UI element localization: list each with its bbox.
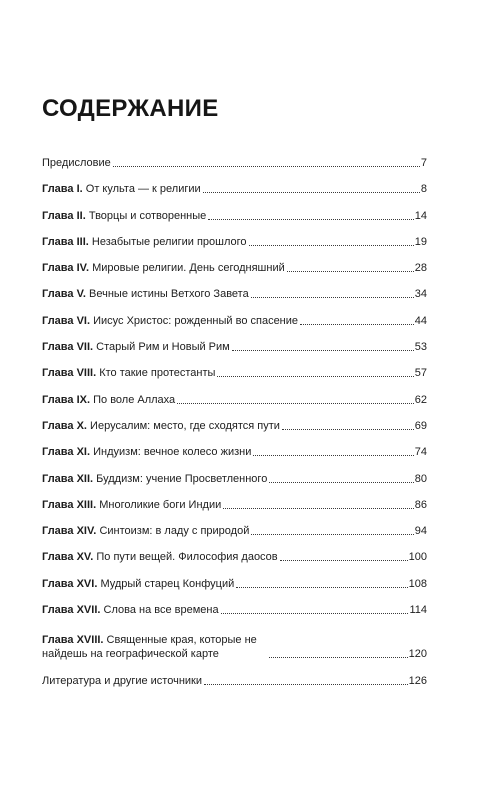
entry-title: [42, 603, 219, 617]
entry-title: [42, 498, 221, 512]
entry-title: [42, 261, 285, 275]
entry-title-text: Творцы и сотворенные: [88, 209, 207, 222]
entry-title-text: Незабытые религии прошлого: [91, 235, 247, 248]
page-number: 8: [420, 183, 427, 196]
dot-leader: [204, 684, 408, 685]
entry-title-text: Слова на все времена: [103, 604, 219, 617]
chapter-label: Глава XI.: [42, 446, 91, 459]
chapter-label: Глава VII.: [42, 341, 94, 354]
entry-title: [42, 524, 249, 538]
entry-title: [42, 314, 298, 328]
chapter-label: Глава I.: [42, 183, 83, 196]
dot-leader: [223, 508, 414, 509]
chapter-label: Глава XVII.: [42, 604, 101, 617]
dot-leader: [287, 271, 414, 272]
chapter-label: Глава XVIII.: [42, 634, 104, 647]
dot-leader: [280, 560, 408, 561]
toc-entry-references: [42, 666, 427, 688]
toc-entry-chapter-11: [42, 433, 427, 459]
entry-title: [42, 577, 234, 591]
page-number: 86: [414, 498, 427, 511]
entry-title: [42, 445, 251, 459]
dot-leader: [249, 245, 414, 246]
page-number: 94: [414, 525, 427, 538]
dot-leader: [217, 376, 413, 377]
entry-title: [42, 472, 267, 486]
toc-entry-chapter-6: [42, 302, 427, 328]
entry-title: [42, 182, 201, 196]
chapter-label: Глава XVI.: [42, 577, 98, 590]
toc-entry-chapter-17: [42, 591, 427, 617]
page-number: 74: [414, 446, 427, 459]
toc-entry-preface: [42, 144, 427, 170]
toc-entry-chapter-9: [42, 381, 427, 407]
page-number: 114: [409, 604, 427, 617]
page-number: 34: [414, 288, 427, 301]
dot-leader: [253, 455, 413, 456]
toc-entry-chapter-13: [42, 486, 427, 512]
dot-leader: [269, 657, 408, 658]
dot-leader: [208, 219, 413, 220]
toc-entry-chapter-3: [42, 223, 427, 249]
page-number: 44: [414, 314, 427, 327]
toc-entry-chapter-15: [42, 538, 427, 564]
chapter-label: Глава V.: [42, 288, 86, 301]
entry-title-text: Священные края, которые не найдешь на географической карте: [42, 634, 257, 661]
entry-title-text: Литература и другие источники: [42, 675, 203, 688]
entry-title-text: Мудрый старец Конфуций: [100, 577, 235, 590]
toc-entry-chapter-1: [42, 170, 427, 196]
toc-entry-chapter-7: [42, 328, 427, 354]
entry-title-text: По пути вещей. Философия даосов: [96, 551, 278, 564]
entry-title-text: Иерусалим: место, где сходятся пути: [90, 419, 280, 432]
page-number: 62: [414, 393, 427, 406]
dot-leader: [113, 166, 420, 167]
chapter-label: Глава XIV.: [42, 525, 97, 538]
dot-leader: [221, 613, 409, 614]
dot-leader: [177, 403, 414, 404]
toc-entry-chapter-14: [42, 512, 427, 538]
dot-leader: [300, 324, 414, 325]
entry-title-text: Иисус Христос: рожденный во спасение: [93, 314, 299, 327]
page-number: 14: [414, 209, 427, 222]
table-of-contents: [42, 144, 427, 688]
chapter-label: Глава III.: [42, 235, 89, 248]
chapter-label: Глава XV.: [42, 551, 94, 564]
entry-title: [42, 674, 202, 688]
entry-title: [42, 287, 249, 301]
toc-entry-chapter-8: [42, 354, 427, 380]
dot-leader: [232, 350, 414, 351]
toc-entry-chapter-4: [42, 249, 427, 275]
entry-title-text: Кто такие протестанты: [99, 367, 216, 380]
page-number: 100: [408, 551, 427, 564]
dot-leader: [251, 534, 413, 535]
entry-title: [42, 633, 267, 661]
chapter-label: Глава VIII.: [42, 367, 97, 380]
entry-title-text: Предисловие: [42, 157, 111, 169]
dot-leader: [269, 482, 413, 483]
toc-entry-chapter-5: [42, 275, 427, 301]
entry-title-text: Буддизм: учение Просветленного: [96, 472, 268, 485]
toc-entry-chapter-12: [42, 460, 427, 486]
chapter-label: Глава VI.: [42, 314, 91, 327]
entry-title-text: По воле Аллаха: [93, 393, 176, 406]
entry-title: [42, 393, 175, 407]
toc-entry-chapter-16: [42, 565, 427, 591]
chapter-label: Глава XII.: [42, 472, 94, 485]
chapter-label: Глава X.: [42, 419, 87, 432]
toc-entry-chapter-10: [42, 407, 427, 433]
entry-title-text: От культа — к религии: [85, 183, 201, 196]
entry-title: [42, 419, 280, 433]
entry-title-text: Вечные истины Ветхого Завета: [89, 288, 249, 301]
entry-title-text: Многоликие боги Индии: [99, 498, 222, 511]
chapter-label: Глава IV.: [42, 262, 90, 275]
page-number: 108: [408, 577, 427, 590]
page-title: СОДЕРЖАНИЕ: [42, 95, 219, 122]
page-number: 7: [420, 157, 427, 169]
page-number: 120: [408, 648, 427, 661]
toc-entry-chapter-2: [42, 197, 427, 223]
page-number: 57: [414, 367, 427, 380]
entry-title: [42, 209, 206, 223]
page-number: 19: [414, 235, 427, 248]
page-number: 53: [414, 341, 427, 354]
entry-title: [42, 550, 278, 564]
entry-title: [42, 340, 230, 354]
dot-leader: [251, 297, 414, 298]
page-number: 80: [414, 472, 427, 485]
chapter-label: Глава IX.: [42, 393, 91, 406]
page-number: 126: [408, 675, 427, 688]
entry-title-text: Синтоизм: в ладу с природой: [99, 525, 250, 538]
chapter-label: Глава XIII.: [42, 498, 97, 511]
page-number: 28: [414, 262, 427, 275]
entry-title-text: Старый Рим и Новый Рим: [96, 341, 230, 354]
dot-leader: [236, 587, 407, 588]
page-number: 69: [414, 419, 427, 432]
entry-title-text: Мировые религии. День сегодняшний: [92, 262, 285, 275]
dot-leader: [203, 192, 420, 193]
entry-title: [42, 366, 215, 380]
entry-title: [42, 235, 247, 249]
dot-leader: [282, 429, 414, 430]
entry-title-text: Индуизм: вечное колесо жизни: [93, 446, 252, 459]
entry-title: [42, 156, 111, 170]
chapter-label: Глава II.: [42, 209, 86, 222]
toc-entry-chapter-18: [42, 621, 427, 661]
